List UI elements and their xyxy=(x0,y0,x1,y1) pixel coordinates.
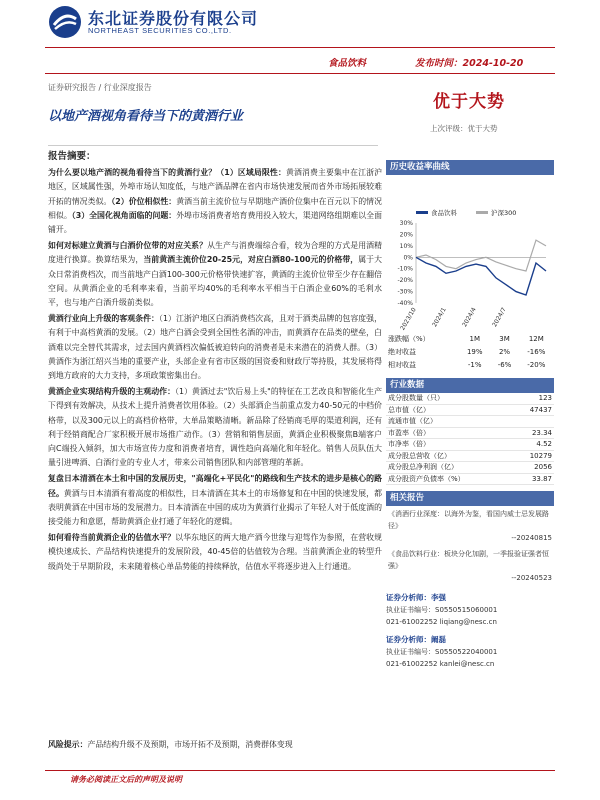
y-tick-label: -40% xyxy=(397,300,413,307)
summary-paragraph xyxy=(48,239,382,310)
summary-paragraph xyxy=(48,312,382,383)
footer-divider xyxy=(45,770,555,771)
summary-paragraph xyxy=(48,472,382,529)
legend-label: 食品饮料 xyxy=(431,209,457,217)
table-row xyxy=(386,393,554,404)
cell xyxy=(513,416,554,428)
legend-swatch xyxy=(476,211,488,214)
related-title: 相关报告 xyxy=(386,491,554,506)
header-cell: 12M xyxy=(528,335,544,343)
x-tick-label: 2024/4 xyxy=(461,306,478,329)
legend-food xyxy=(416,208,457,217)
y-tick-label: -30% xyxy=(397,288,413,296)
table-row xyxy=(386,416,554,428)
analyst-name: 证券分析师：阚磊 xyxy=(386,635,446,644)
para-text: 黄酒当前主流价位与早期地产酒价位集中在百元以下的情况相似。 xyxy=(48,196,382,220)
related-report xyxy=(386,546,554,586)
para-lead: 当前黄酒主流价位20-25元，对应白酒80-100元的价格带， xyxy=(143,255,359,265)
return-chart xyxy=(386,175,554,333)
related-report-name: 《食品饮料行业：板块分化加剧，一季报验证强者恒强》 xyxy=(388,550,549,570)
para-lead: 为什么要以地产酒的视角看待当下的黄酒行业？（1）区域局限性： xyxy=(48,168,286,178)
row-label: 成分股资产负债率（%） xyxy=(386,473,513,485)
header-cell: 3M xyxy=(499,335,510,343)
cell: 23.34 xyxy=(513,427,554,439)
cell: 19% xyxy=(466,348,483,356)
analyst-card xyxy=(386,592,554,628)
chart-title: 历史收益率曲线 xyxy=(386,160,554,175)
analyst-contact: 021-61002252 kanlei@nesc.cn xyxy=(386,660,495,668)
risk-text: 产品结构升级不及预期，市场开拓不及预期，消费群体变现 xyxy=(87,740,293,749)
para-text: （1）江浙沪地区白酒消费档次高，且对于酒类品牌的包容度强，有利于中高档黄酒的发展。（2）地产白酒会受到全国性名酒的冲击，而黄酒存在品类的壁垒，白酒难以完全替代其需求，过去国内黄酒档次偏低被迫转向的消费者是未来潜在的消费人群。（3）黄酒作为浙江绍兴当地的重要产业，头部企业有省市区级的国资委和财政厅等持股，其发展将得到地方政府的大力支持，多项政策密集出台。 xyxy=(48,314,382,381)
company-name-cn: 东北证券股份有限公司 xyxy=(88,9,259,28)
summary-paragraph xyxy=(48,166,382,237)
industry-label: 食品饮料 xyxy=(328,58,367,69)
table-row xyxy=(386,450,554,462)
table-row xyxy=(386,473,554,485)
cell: 33.87 xyxy=(513,473,554,485)
header-cell: 1M xyxy=(469,335,480,343)
legend-label: 沪深300 xyxy=(491,209,517,217)
row-label: 总市值（亿） xyxy=(386,404,513,416)
table-row xyxy=(386,427,554,439)
row-label: 市盈率（倍） xyxy=(386,427,513,439)
analyst-name: 证券分析师：李强 xyxy=(386,593,446,602)
cell: 4.52 xyxy=(513,439,554,451)
table-row xyxy=(386,462,554,474)
rating: 优于大势 xyxy=(433,92,505,112)
row-label: 成分股数量（只） xyxy=(386,393,513,404)
para-text: 黄酒与日本清酒有着高度的相似性，日本清酒在其本土的市场修复和在中国的快速发展，都表明黄酒在中国市场的发展潜力。日本清酒在中国的成功为黄酒行业揭示了年轻人对于低度酒的接受能力和意愿，帮助黄酒企业打通了年轻化的逻辑。 xyxy=(48,488,382,527)
header-divider xyxy=(45,47,555,48)
indicators-title: 行业数据 xyxy=(386,378,554,393)
para-lead: 黄酒企业实现结构升级的主观动作： xyxy=(48,387,176,397)
para-text: 从生产与消费端综合看，较为合理的方式是用酒精度进行换算。换算结果为， xyxy=(48,241,382,265)
legend-swatch xyxy=(416,211,428,214)
sidebar xyxy=(386,160,554,670)
cell: -20% xyxy=(527,361,546,369)
summary-section xyxy=(48,150,382,574)
cell: 123 xyxy=(513,393,554,404)
para-text: 以华东地区的两大地产酒今世缘与迎驾作为参照，在营收规模快速成长、产品结构快速提升的发展阶段，40-45倍的估值较为合理。当前黄酒企业的转型升级尚处于早期阶段，未来随着核心单品势能的持续释放，估值水平将逐步进入上行通道。 xyxy=(48,533,382,571)
row-label: 相对收益 xyxy=(388,361,416,369)
report-header xyxy=(0,0,600,80)
table-row xyxy=(386,404,554,416)
related-report-date: --20240523 xyxy=(511,574,552,582)
y-tick-label: -20% xyxy=(397,277,413,285)
summary-heading: 报告摘要： xyxy=(48,151,96,162)
y-tick-label: -10% xyxy=(397,265,413,273)
table-row xyxy=(386,439,554,451)
cell: 10279 xyxy=(513,450,554,462)
related-report-date: --20240815 xyxy=(511,534,552,542)
y-tick-label: 30% xyxy=(399,220,413,227)
logo-icon xyxy=(48,5,82,39)
risk-label: 风险提示： xyxy=(48,740,88,749)
row-label: 市净率（倍） xyxy=(386,439,513,451)
y-tick-label: 10% xyxy=(399,242,413,250)
analyst-card xyxy=(386,634,554,670)
indicators-table xyxy=(386,393,554,485)
cell: 2% xyxy=(498,348,511,356)
para-lead: 复盘日本清酒在本土和中国的发展历史，"高端化+平民化"的路线和生产技术的进步是核心的路径。 xyxy=(48,474,382,498)
cell: -1% xyxy=(467,361,482,369)
cell: 47437 xyxy=(513,404,554,416)
row-label: 流通市值（亿） xyxy=(386,416,513,428)
table-row xyxy=(386,346,554,359)
para-lead: 如何对标建立黄酒与白酒价位带的对应关系？ xyxy=(48,241,208,251)
x-tick-label: 2024/1 xyxy=(431,306,448,329)
para-lead: （3）全国化视角面临的问题： xyxy=(71,210,177,220)
cell: -16% xyxy=(527,348,546,356)
x-tick-label: 2023/10 xyxy=(399,306,418,332)
analyst-license: 执业证书编号：S0550515060001 xyxy=(386,606,498,614)
para-text: （1）黄酒过去"饮后易上头"的特征在工艺改良和智能化生产下得到有效解决，从技术上提升消费者饮用体验。（2）头部酒企当前重点发力40-50元的中档价格带，以及300元以上的高档价格带，大单品策略清晰。新品除了经销商毛厚的渠道利润，还有利于经销商配合厂家积极开展市场推广动作。（3）营销和销售层面，黄酒企业积极聚焦B端客户向C端投入倾斜，加大市场宣传力度和消费者培育，调性趋向高端化和年轻化。销售人员队伍大量引进啤酒、白酒行业的专业人才，带来公司销售团队和内部管理的革新。 xyxy=(48,387,382,468)
y-tick-label: 20% xyxy=(399,231,413,239)
x-tick-label: 2024/7 xyxy=(491,306,508,329)
series-food-line xyxy=(416,257,546,295)
breadcrumb: 证券研究报告 ∕ 行业深度报告 xyxy=(48,83,152,92)
risk-notice xyxy=(48,738,382,752)
table-header xyxy=(386,333,554,346)
page-title: 以地产酒视角看待当下的黄酒行业 xyxy=(48,109,244,124)
row-label: 成分股总营收（亿） xyxy=(386,450,513,462)
chart-svg xyxy=(386,175,554,333)
company-name-en: NORTHEAST SECURITIES CO.,LTD. xyxy=(88,26,232,35)
y-tick-label: 0% xyxy=(403,254,413,262)
related-report xyxy=(386,506,554,546)
title-divider xyxy=(48,145,378,146)
cell: 2056 xyxy=(513,462,554,474)
summary-paragraph xyxy=(48,531,382,574)
legend-hs300 xyxy=(476,208,516,217)
row-label: 成分股总净利润（亿） xyxy=(386,462,513,474)
header-divider-2 xyxy=(45,73,555,74)
analyst-contact: 021-61002252 liqiang@nesc.cn xyxy=(386,618,497,626)
para-text: 黄酒消费主要集中在江浙沪地区，区域属性强，外埠市场认知度低，与地产酒品牌在省内市场快速发展而省外市场拓展较难开拓的情况类似。 xyxy=(48,168,382,206)
para-lead: 如何看待当前黄酒企业的估值水平？ xyxy=(48,533,176,543)
table-row xyxy=(386,359,554,372)
para-text: 属于大众日常消费档次，而当前地产白酒100-300元价格带快速扩容，黄酒的主流价位带至少存在翻倍空间。从黄酒企业的毛利率来看，当前平均40%的毛利率水平相当于白酒企业60%的毛利水平，也与地产白酒升级前类似。 xyxy=(48,255,382,308)
summary-paragraph xyxy=(48,385,382,470)
header-cell: 涨跌幅（%） xyxy=(388,335,430,343)
footer-note: 请务必阅读正文后的声明及说明 xyxy=(70,775,182,784)
cell: -6% xyxy=(497,361,512,369)
returns-table xyxy=(386,333,554,372)
para-lead: （2）价位相似性： xyxy=(111,196,177,206)
publish-date: 发布时间：2024-10-20 xyxy=(415,58,524,69)
para-lead: 黄酒行业向上升级的客观条件： xyxy=(48,314,159,324)
para-text: 外埠市场消费者培育费用投入较大，渠道网络组期难以全面铺开。 xyxy=(48,210,382,235)
row-label: 绝对收益 xyxy=(388,348,416,356)
related-report-name: 《消酒行业深度：以海外为鉴，看国内威士忌发展路径》 xyxy=(388,510,549,530)
previous-rating: 上次评级：优于大势 xyxy=(430,124,498,133)
analyst-license: 执业证书编号：S0550522040001 xyxy=(386,648,498,656)
